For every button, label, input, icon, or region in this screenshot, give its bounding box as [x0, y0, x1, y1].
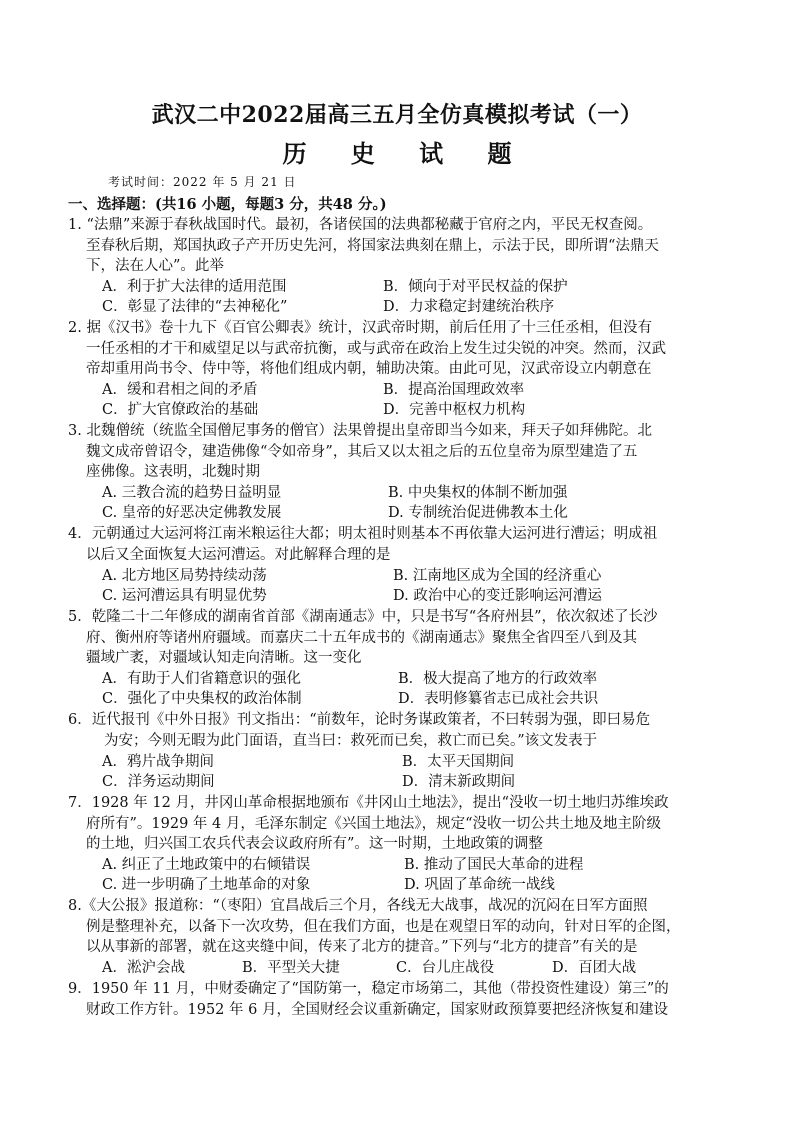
option-d: D. 专制统治促进佛教本土化: [388, 505, 568, 521]
question-text: 2. 据《汉书》卷十九下《百官公卿表》统计，汉武帝时期，前后任用了十三任丞相，但没有: [68, 320, 652, 336]
question-text: 至春秋后期，郑国执政子产开历史先河，将国家法典刻在鼎上，示法于民，即所谓“法鼎天: [86, 238, 659, 254]
question-text: 以后又全面恢复大运河漕运。对此解释合理的是: [86, 547, 391, 563]
question-text: 财政工作方针。1952 年 6 月，全国财经会议重新确定，国家财政预算要把经济恢复和建设: [86, 1002, 668, 1018]
option-d: D．完善中枢权力机构: [383, 402, 526, 418]
option-a: A. 三教合流的趋势日益明显: [102, 485, 282, 501]
option-d: D．清末新政期间: [402, 774, 516, 790]
exam-title: 武汉二中2022届高三五月全仿真模拟考试（一）: [151, 102, 643, 128]
question-text: 疆域广袤，对疆域认知走向清晰。这一变化: [86, 650, 362, 666]
option-d: D．表明修纂省志已成社会共识: [398, 691, 599, 707]
question-text: 下，法在人心”。此举: [86, 258, 224, 274]
option-c: C．扩大官僚政治的基础: [102, 402, 259, 418]
option-c: C．彰显了法律的“去神秘化”: [102, 299, 288, 315]
option-c: C. 进一步明确了土地革命的对象: [102, 877, 311, 893]
option-d: D．力求稳定封建统治秩序: [383, 299, 555, 315]
section-heading: 一、选择题：(共16 小题，每题3 分，共48 分。): [68, 196, 387, 213]
option-a: A．利于扩大法律的适用范围: [102, 279, 287, 295]
question-text: 一任丞相的才干和威望足以与武帝抗衡，或与武帝在政治上发生过尖锐的冲突。然而，汉武: [86, 341, 666, 357]
exam-date: 考试时间：2022 年 5 月 21 日: [108, 175, 297, 189]
question-text: 9．1950 年 11 月，中财委确定了“国防第一，稳定市场第二，其他（带投资性建设）第三”的: [68, 981, 669, 997]
question-text: 8.《大公报》报道称：“（枣阳）宜昌战后三个月，各线无大战事，战况的沉闷在日军方面照: [68, 898, 648, 914]
option-a: A．淞沪会战: [102, 960, 185, 976]
question-text: 5．乾隆二十二年修成的湖南省首部《湖南通志》中，只是书写“各府州县”，依次叙述了长沙: [68, 609, 658, 625]
question-text: 府所有”。1929 年 4 月，毛泽东制定《兴国土地法》，规定“没收一切公共土地及地主阶级: [86, 816, 662, 832]
option-a: A．鸦片战争期间: [102, 754, 214, 770]
option-d: D. 巩固了革命统一战线: [404, 877, 555, 893]
subject-title: 历 史 试 题: [282, 139, 530, 168]
question-text: 帝却重用尚书令、侍中等，将他们组成内朝，辅助决策。由此可见，汉武帝设立内朝意在: [86, 361, 652, 377]
option-c: C．强化了中央集权的政治体制: [102, 691, 302, 707]
option-c: C．洋务运动期间: [102, 774, 215, 790]
option-d: D．百团大战: [552, 960, 637, 976]
question-text: 4．元朝通过大运河将江南米粮运往大都；明太祖时则基本不再依靠大运河进行漕运；明成祖: [68, 526, 658, 542]
question-text: 的土地，归兴国工农兵代表会议政府所有”。这一时期，土地政策的调整: [86, 836, 543, 852]
question-text: 7．1928 年 12 月，井冈山革命根据地颁布《井冈山土地法》，提出“没收一切土地归苏维埃政: [68, 795, 669, 811]
question-text: 1. “法鼎”来源于春秋战国时代。最初，各诸侯国的法典都秘藏于官府之内，平民无权查阅。: [68, 217, 653, 233]
option-a: A．有助于人们省籍意识的强化: [102, 671, 301, 687]
option-b: B．太平天国期间: [402, 754, 515, 770]
question-text: 以从事新的部署，就在这夹缝中间，传来了北方的捷音。”下列与“北方的捷音”有关的是: [86, 939, 638, 955]
option-b: B．平型关大捷: [242, 960, 340, 976]
question-text: 座佛像。这表明，北魏时期: [86, 464, 260, 480]
question-text: 为安；今则无暇为此门面语，直当曰：救死而已矣，救亡而已矣。”该文发表于: [104, 733, 598, 749]
question-text: 府、衡州府等诸州府疆域。而嘉庆二十五年成书的《湖南通志》聚焦全省四至八到及其: [86, 630, 637, 646]
option-b: B. 江南地区成为全国的经济重心: [393, 568, 602, 584]
option-b: B．倾向于对平民权益的保护: [383, 279, 568, 295]
option-b: B．极大提高了地方的行政效率: [398, 671, 598, 687]
option-c: C. 皇帝的好恶决定佛教发展: [102, 505, 282, 521]
option-c: C．台儿庄战役: [396, 960, 495, 976]
question-text: 魏文成帝曾诏令，建造佛像“令如帝身”，其后又以太祖之后的五位皇帝为原型建造了五: [86, 444, 638, 460]
option-a: A. 纠正了土地政策中的右倾错误: [102, 857, 311, 873]
question-text: 例是整理补充，以备下一次攻势，但在我们方面，也是在观望日军的动向，针对日军的企图，: [86, 919, 681, 935]
option-c: C. 运河漕运具有明显优势: [102, 588, 267, 604]
option-a: A. 北方地区局势持续动荡: [102, 568, 267, 584]
question-text: 3. 北魏僧统（统监全国僧尼事务的僧官）法果曾提出皇帝即当今如来，拜天子如拜佛陀。北: [68, 423, 652, 439]
question-text: 6．近代报刊《中外日报》刊文指出：“前数年，论时务谋政策者，不曰转弱为强，即曰易危: [68, 712, 651, 728]
option-d: D. 政治中心的变迁影响运河漕运: [393, 588, 602, 604]
option-b: B．提高治国理政效率: [383, 382, 525, 398]
option-a: A．缓和君相之间的矛盾: [102, 382, 258, 398]
option-b: B. 中央集权的体制不断加强: [388, 485, 568, 501]
option-b: B. 推动了国民大革命的进程: [404, 857, 584, 873]
